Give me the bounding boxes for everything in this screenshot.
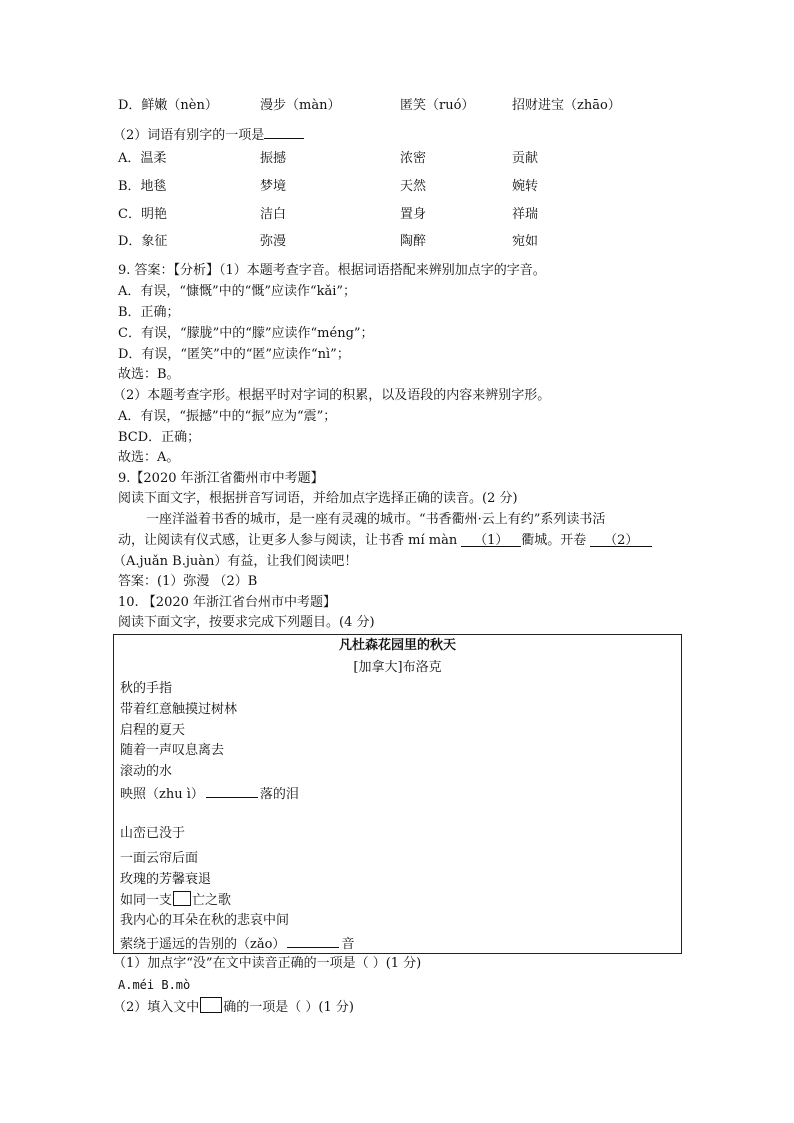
blank-box	[173, 891, 191, 906]
answer-9-a: A．有误，“慷慨”中的“慨”应读作“kǎi”；	[118, 284, 357, 299]
poem-line-2: 带着红意触摸过树林	[120, 702, 238, 717]
q2-option-c-label: C．明艳	[118, 207, 167, 222]
q9-paragraph-line-2: 动，让阅读有仪式感，让更多人参与阅读，让书香 mí màn （1） 衢城。开卷 （2）	[118, 532, 652, 550]
q9-paragraph-line-3: （A.juǎn B.juàn）有益，让我们阅读吧！	[113, 554, 358, 569]
poem-line-9: 玫瑰的芳馨衰退	[120, 872, 212, 887]
q2-option-d-word-3: 陶醉	[400, 234, 427, 249]
q9-answer: 答案：(1）弥漫 （2）B	[118, 574, 258, 589]
answer-9-d: D．有误，“匿笑”中的“匿”应读作“nì”；	[118, 347, 350, 362]
q2-option-a-word-3: 浓密	[400, 151, 427, 166]
sub-question-1: （1）加点字“没”在文中读音正确的一项是（ ）(1 分)	[113, 956, 422, 971]
q2-option-b-word-4: 婉转	[512, 179, 539, 194]
poem-box	[113, 634, 682, 954]
q10-source: 10. 【2020 年浙江省台州市中考题】	[118, 595, 337, 610]
q2-option-d-label: D．象征	[118, 234, 168, 249]
q9-source: 9.【2020 年浙江省衢州市中考题】	[118, 471, 324, 486]
answer-9-b: B．正确；	[118, 305, 180, 320]
q2-option-c-word-3: 置身	[400, 207, 427, 222]
blank-zao	[287, 933, 339, 948]
answer-9-heading: 9. 答案：【分析】（1）本题考查字音。根据词语搭配来辨别加点字的字音。	[118, 263, 546, 278]
q2-option-d-word-2: 弥漫	[260, 234, 287, 249]
sub-question-1-options: A.méi B.mò	[118, 978, 191, 992]
answer-9-choice-2: 故选：A。	[118, 450, 180, 465]
q10-instruction: 阅读下面文字，按要求完成下列题目。(4 分)	[118, 615, 375, 630]
answer-9-part-2: （2）本题考查字形。根据平时对字词的积累，以及语段的内容来辨别字形。	[113, 388, 551, 403]
q2-option-a-label: A．温柔	[118, 151, 167, 166]
q2-option-a-word-2: 振撼	[260, 151, 287, 166]
q2-prompt: （2）词语有别字的一项是	[113, 124, 304, 145]
answer-9-choice-1: 故选：B。	[118, 367, 180, 382]
poem-line-1: 秋的手指	[120, 681, 173, 696]
answer-9-c: C．有误，“朦胧”中的“朦”应读作“méng”；	[118, 326, 374, 341]
answer-9-bcd: BCD．正确；	[118, 430, 201, 445]
option-d-word-2: 漫步（màn）	[260, 98, 341, 113]
poem-line-6: 映照（zhu ì） 落的泪	[120, 783, 299, 804]
answer-9-a2: A．有误，“振撼”中的“振”应为“震”；	[118, 409, 337, 424]
q2-option-c-word-4: 祥瑞	[512, 207, 539, 222]
option-d-word-4: 招财进宝（zhāo）	[512, 98, 621, 113]
q2-option-a-word-4: 贡献	[512, 151, 539, 166]
option-d-label: D．鲜嫩（nèn）	[118, 98, 218, 113]
poem-line-11: 我内心的耳朵在秋的悲哀中间	[120, 913, 290, 928]
poem-line-7: 山峦已没于	[120, 826, 186, 841]
poem-author: [加拿大]布洛克	[353, 660, 442, 675]
poem-line-3: 启程的夏天	[120, 723, 186, 738]
poem-line-8: 一面云帘后面	[120, 851, 199, 866]
q2-option-c-word-2: 洁白	[260, 207, 287, 222]
q2-option-b-label: B．地毯	[118, 179, 167, 194]
poem-line-5: 滚动的水	[120, 764, 173, 779]
poem-title: 凡杜森花园里的秋天	[338, 638, 456, 653]
blank-box-2	[200, 997, 222, 1013]
poem-line-10: 如同一支 亡之歌	[120, 893, 232, 908]
poem-line-4: 随着一声叹息离去	[120, 743, 225, 758]
blank-1: （1）	[461, 532, 521, 547]
answer-blank	[264, 124, 304, 139]
q9-paragraph-line-1: 一座洋溢着书香的城市，是一座有灵魂的城市。“书香衢州·云上有约”系列读书活	[146, 512, 606, 527]
blank-2: （2）	[590, 532, 652, 547]
blank-zhui	[206, 783, 258, 798]
option-d-word-3: 匿笑（ruó）	[400, 98, 475, 113]
q2-option-b-word-3: 天然	[400, 179, 427, 194]
poem-line-12: 萦绕于遥远的告别的（zǎo） 音	[120, 933, 354, 954]
q9-instruction: 阅读下面文字，根据拼音写词语，并给加点字选择正确的读音。(2 分)	[118, 491, 518, 506]
q2-option-b-word-2: 梦境	[260, 179, 287, 194]
sub-question-2: （2）填入文中 确的一项是（ ）(1 分)	[113, 997, 354, 1017]
q2-option-d-word-4: 宛如	[512, 234, 539, 249]
